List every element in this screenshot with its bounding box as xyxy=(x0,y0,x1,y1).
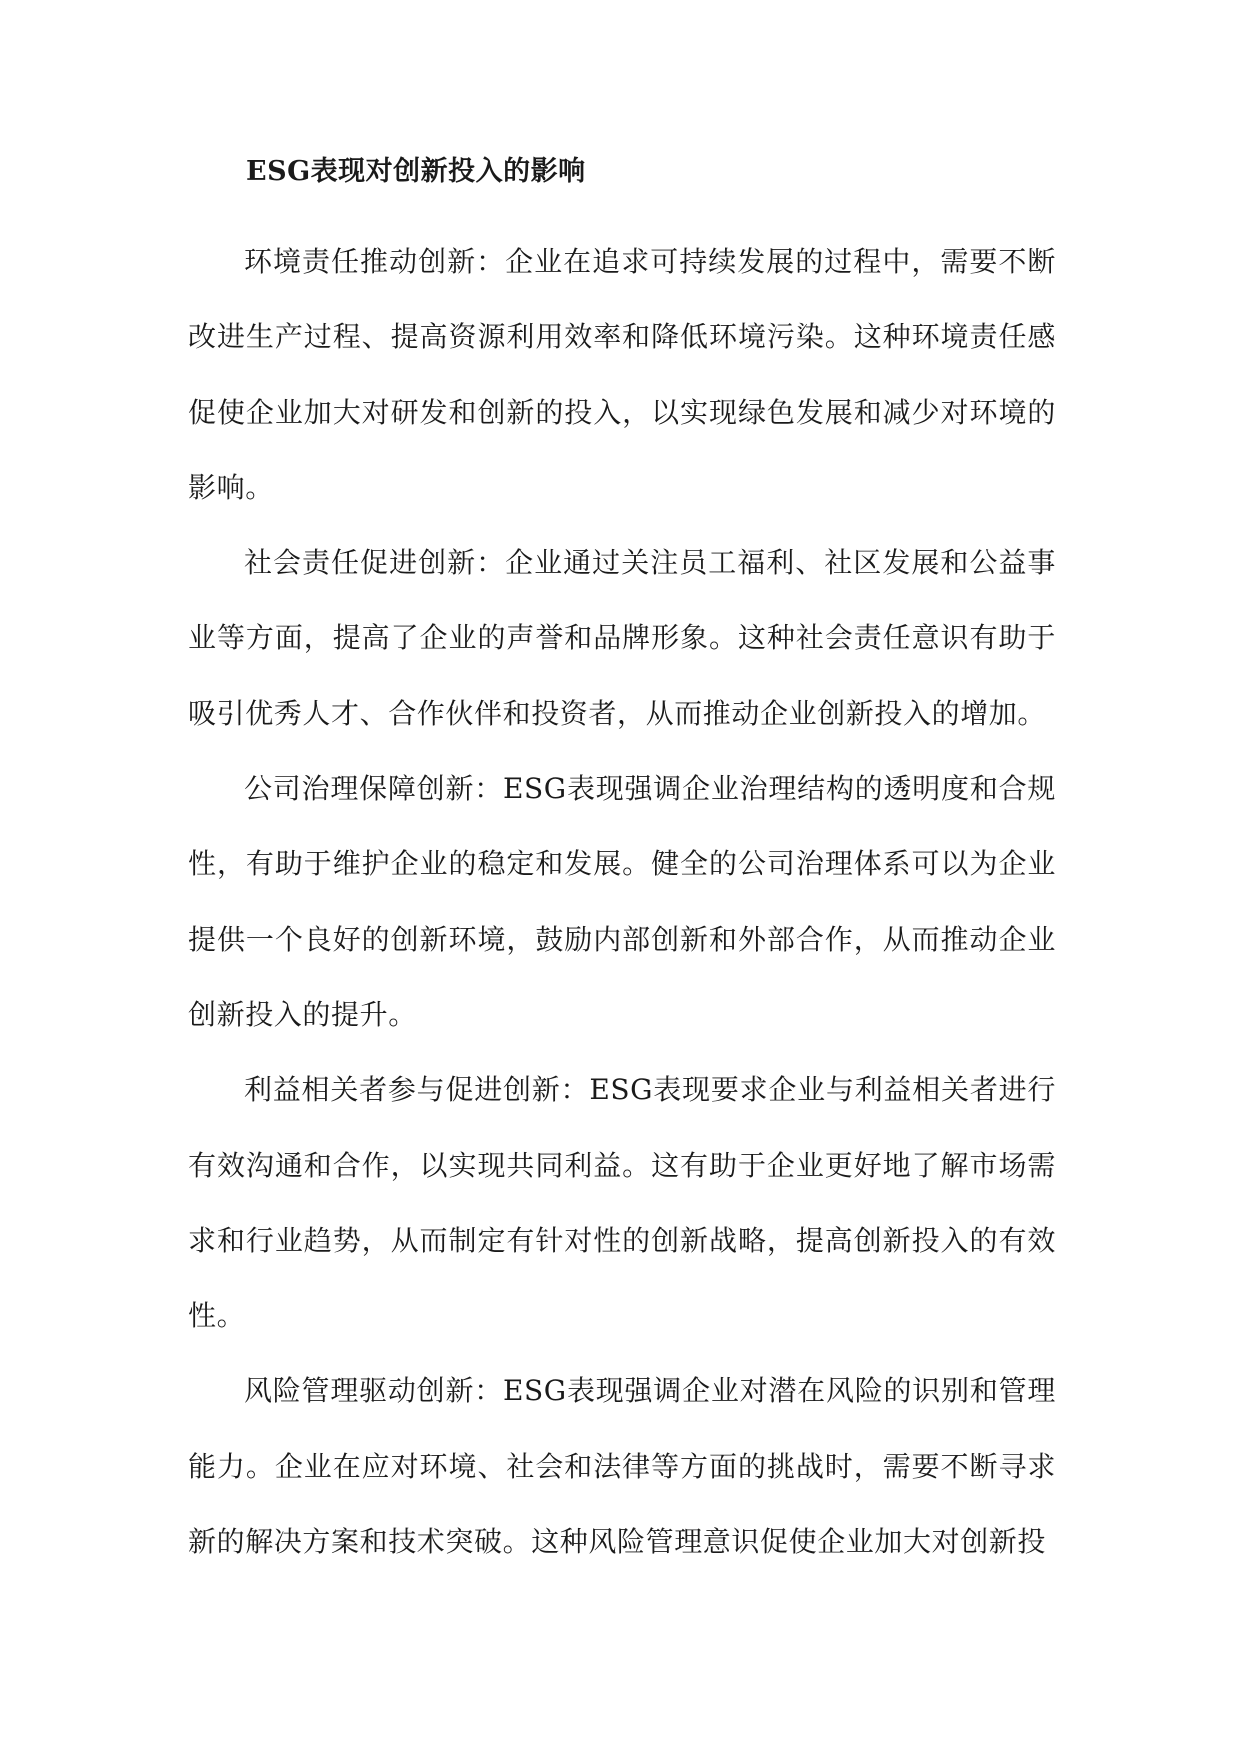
section-heading: ESG表现对创新投入的影响 xyxy=(246,156,586,187)
paragraph-social: 社会责任促进创新：企业通过关注员工福利、社区发展和公益事业等方面，提高了企业的声誉和品牌形象。这种社会责任意识有助于吸引优秀人才、合作伙伴和投资者，从而推动企业创新投入的增加。 xyxy=(188,546,1056,730)
paragraph-risk-management: 风险管理驱动创新：ESG表现强调企业对潜在风险的识别和管理能力。企业在应对环境、社会和法律等方面的挑战时，需要不断寻求新的解决方案和技术突破。这种风险管理意识促使企业加大对创新投 xyxy=(188,1374,1056,1559)
document-body xyxy=(188,148,1056,1579)
paragraph-stakeholders: 利益相关者参与促进创新：ESG表现要求企业与利益相关者进行有效沟通和合作，以实现共同利益。这有助于企业更好地了解市场需求和行业趋势，从而制定有针对性的创新战略，提高创新投入的有效性。 xyxy=(188,1073,1056,1333)
paragraph-environmental: 环境责任推动创新：企业在追求可持续发展的过程中，需要不断改进生产过程、提高资源利用效率和降低环境污染。这种环境责任感促使企业加大对研发和创新的投入，以实现绿色发展和减少对环境的影响。 xyxy=(188,245,1056,504)
paragraph-governance: 公司治理保障创新：ESG表现强调企业治理结构的透明度和合规性，有助于维护企业的稳定和发展。健全的公司治理体系可以为企业提供一个良好的创新环境，鼓励内部创新和外部合作，从而推动企业创新投入的提升。 xyxy=(188,772,1056,1031)
